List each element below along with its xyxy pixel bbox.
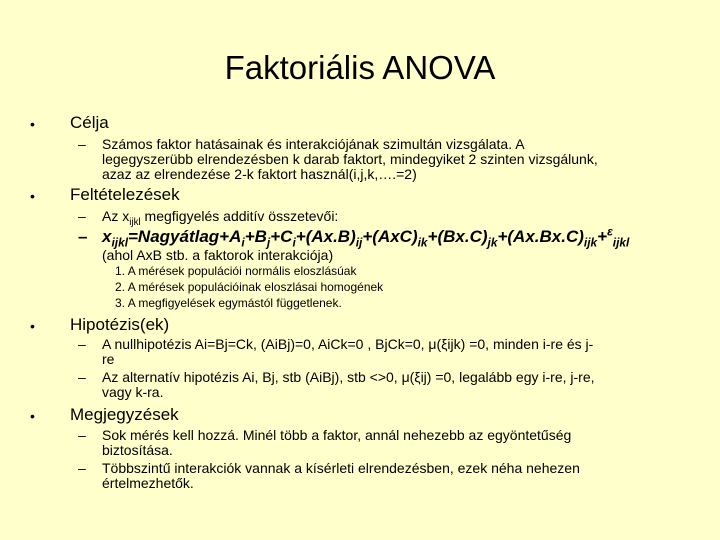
list-text: A megfigyelések egymástól függetlenek. — [127, 296, 342, 310]
formula-part: +(Ax.B) — [295, 227, 356, 246]
formula-part: x — [102, 227, 112, 246]
list-item — [115, 263, 383, 279]
formula-sub: ik — [417, 235, 428, 250]
hipotezis-item-1 — [102, 337, 702, 367]
formula-part: +(Ax.Bx.C) — [497, 227, 584, 246]
formula-sub: ijkl — [111, 235, 128, 250]
dash: – — [78, 336, 86, 352]
megjegyzes-item-2 — [102, 461, 702, 491]
feltetelezesek-item-1 — [102, 208, 339, 228]
text-line: azaz az elrendezése 2-k faktort használ(i,j,k,….=2) — [102, 166, 417, 182]
numbered-list — [115, 263, 383, 311]
dash: – — [78, 427, 86, 443]
dash: – — [78, 369, 86, 385]
list-item — [115, 279, 383, 295]
dash: – — [78, 227, 88, 246]
list-text: A mérések populációi normális eloszlásúak — [127, 264, 357, 278]
text-line: Többszintű interakciók vannak a kísérleti elrendezésben, ezek néha nehezen — [102, 460, 580, 476]
text-line: re — [102, 351, 115, 367]
model-formula — [102, 224, 630, 250]
formula-sub: ij — [355, 235, 363, 250]
text-line: Az alternatív hipotézis Ai, Bj, stb (AiBj), stb <>0, μ(ξij) =0, legalább egy i-re, j-re, — [102, 369, 595, 385]
section-heading-feltetelezesek: Feltételezések — [70, 185, 180, 204]
formula-sub: ijk — [583, 235, 598, 250]
formula-sub: j — [266, 235, 271, 250]
text: Az x — [102, 208, 130, 224]
megjegyzes-item-1 — [102, 428, 702, 458]
list-item — [115, 295, 383, 311]
dash: – — [78, 136, 86, 152]
list-text: A mérések populációinak eloszlásai homogének — [127, 280, 384, 294]
text-line: Számos faktor hatásainak és interakciójának szimultán vizsgálata. A — [102, 136, 525, 152]
section-heading-celja: Célja — [70, 113, 109, 132]
formula-sub: i — [292, 235, 296, 250]
formula-sub: ijkl — [612, 235, 630, 250]
dash: – — [78, 460, 86, 476]
text-line: biztosítása. — [102, 442, 173, 458]
text-line: Sok mérés kell hozzá. Minél több a faktor, annál nehezebb az egyöntetűség — [102, 427, 572, 443]
list-number: 3. — [115, 296, 126, 310]
formula-part: =Nagyátlag+A — [128, 227, 242, 246]
dash: – — [78, 208, 86, 224]
bullet: • — [30, 116, 35, 132]
formula-part: +(Bx.C) — [427, 227, 488, 246]
formula-sup: ε — [607, 224, 613, 239]
text-line: vagy k-ra. — [102, 384, 164, 400]
formula-part: +C — [270, 227, 293, 246]
subscript: ijkl — [129, 216, 141, 228]
list-number: 1. — [115, 264, 126, 278]
list-number: 2. — [115, 280, 126, 294]
formula-sub: jk — [487, 235, 498, 250]
section-heading-hipotezisek: Hipotézis(ek) — [70, 315, 170, 334]
celja-item-1 — [102, 137, 702, 182]
bullet: • — [30, 318, 35, 334]
text: megfigyelés additív összetevői: — [140, 208, 339, 224]
formula-part: +(AxC) — [362, 227, 418, 246]
text-line: legegyszerübb elrendezésben k darab faktort, mindegyiket 2 szinten vizsgálunk, — [102, 151, 598, 167]
formula-sub: i — [241, 235, 245, 250]
bullet: • — [30, 188, 35, 204]
formula-note: (ahol AxB stb. a faktorok interakciója) — [102, 247, 334, 263]
bullet: • — [30, 408, 35, 424]
formula-part: + — [597, 227, 608, 246]
hipotezis-item-2 — [102, 370, 702, 400]
section-heading-megjegyzesek: Megjegyzések — [70, 405, 179, 424]
text-line: A nullhipotézis Ai=Bj=Ck, (AiBj)=0, AiCk=0 , BjCk=0, μ(ξijk) =0, minden i-re és j- — [102, 336, 594, 352]
slide-title: Faktoriális ANOVA — [224, 49, 496, 86]
text-line: értelmezhetők. — [102, 475, 194, 491]
formula-part: +B — [244, 227, 267, 246]
